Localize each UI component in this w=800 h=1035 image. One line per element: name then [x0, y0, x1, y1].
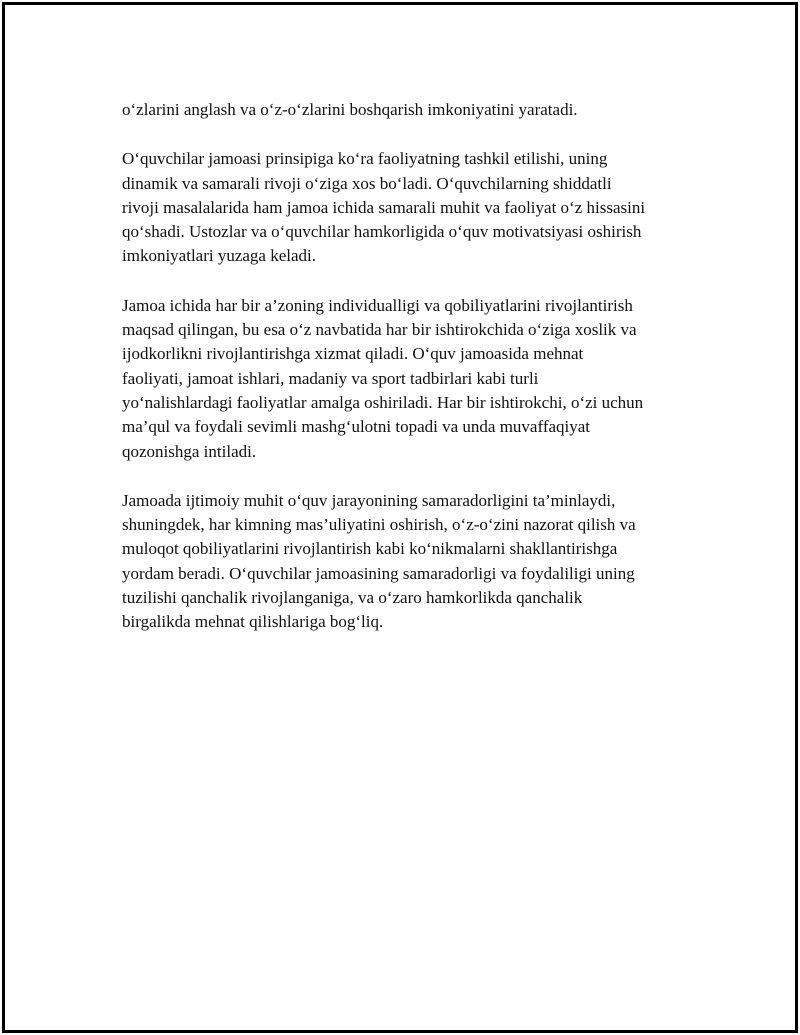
document-body [122, 98, 697, 660]
paragraph-3: Jamoa ichida har bir a’zoning individualligi va qobiliyatlarini rivojlantirish maqsad qilingan, bu esa o‘z navbatida har bir ishtirokchida o‘ziga xoslik va ijodkorlikni rivojlantirishga xizmat qiladi. O‘quv jamoasida mehnat faoliyati, jamoat ishlari, madaniy va sport tadbirlari kabi turli yo‘nalishlardagi faoliyatlar amalga oshiriladi. Har bir ishtirokchi, o‘zi uchun ma’qul va foydali sevimli mashg‘ulotni topadi va unda muvaffaqiyat qozonishga intiladi. [122, 295, 644, 461]
paragraph-4: Jamoada ijtimoiy muhit o‘quv jarayonining samaradorligini ta’minlaydi, shuningdek, har kimning mas’uliyatini oshirish, o‘z-o‘zini nazorat qilish va muloqot qobiliyatlarini rivojlantirish kabi ko‘nikmalarni shakllantirishga yordam beradi. O‘quvchilar jamoasining samaradorligi va foydaliligi uning tuzilishi qanchalik rivojlanganiga, va o‘zaro hamkorlikda qanchalik birgalikda mehnat qilishlariga bog‘liq. [122, 490, 636, 632]
page-frame [2, 2, 798, 1033]
paragraph-1: o‘zlarini anglash va o‘z-o‘zlarini boshqarish imkoniyatini yaratadi. [122, 100, 578, 119]
paragraph-2: O‘quvchilar jamoasi prinsipiga ko‘ra faoliyatning tashkil etilishi, uning dinamik va samarali rivoji o‘ziga xos bo‘ladi. O‘quvchilarning shiddatli rivoji masalalarida ham jamoa ichida samarali muhit va faoliyat o‘z hissasini qo‘shadi. Ustozlar va o‘quvchilar hamkorligida o‘quv motivatsiyasi oshirish imkoniyatlari yuzaga keladi. [122, 149, 646, 266]
